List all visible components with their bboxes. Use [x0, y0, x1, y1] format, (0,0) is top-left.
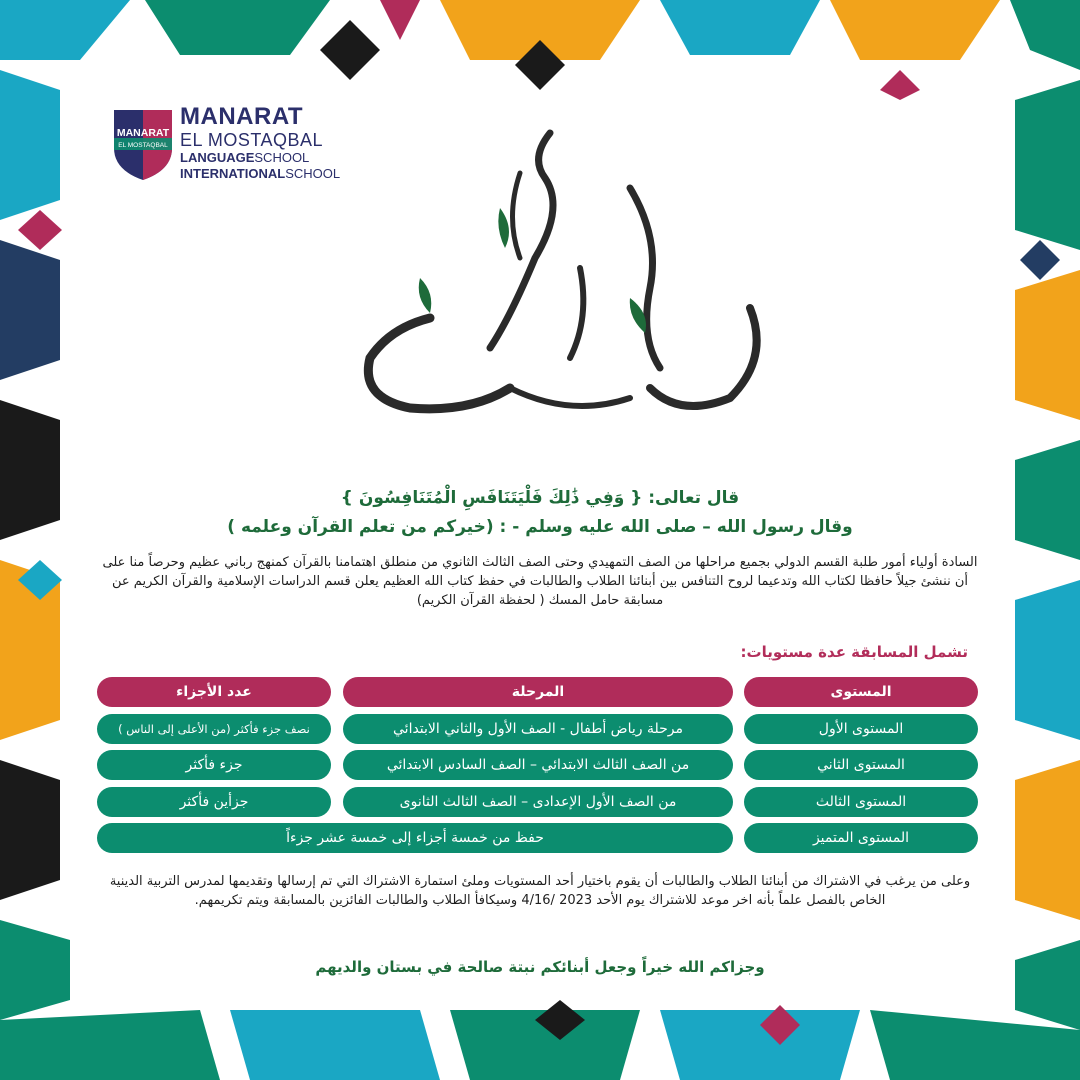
calligraphy-strokes	[368, 133, 756, 409]
intro-paragraph: السادة أولياء أمور طلبة القسم الدولي بجميع مراحلها من الصف التمهيدي وحتى الصف الثالث الثانوي من منطلق اهتمامنا بالقرآن كمنهج رباني عظيم وحرصاً منا على أن ننشئ جيلاً حافظا لكتاب الله وتدعيما لروح التنافس بين أبنائنا الطلاب والطالبات في حفظ كتاب الله العظيم يعلن قسم الدراسات الإسلامية والقرآن الكريم عن مسابقة حامل المسك ( لحفظة القرآن الكريم)	[102, 555, 978, 608]
row2-level: المستوى الثاني	[744, 750, 978, 780]
thanks-line: وجزاكم الله خيراً وجعل أبنائكم نبتة صالحة في بستان والديهم	[315, 958, 765, 976]
school-name-line3	[180, 150, 340, 166]
emblem-text-2: EL MOSTAQBAL	[118, 142, 168, 149]
school-name-line2: EL MOSTAQBAL	[180, 130, 324, 150]
school-name-line4-rest: SCHOOL	[285, 166, 341, 181]
row3-level: المستوى الثالث	[744, 787, 978, 817]
header-parts: عدد الأجزاء	[97, 677, 331, 707]
row1-level: المستوى الأول	[744, 714, 978, 744]
school-name-line3-rest: SCHOOL	[254, 150, 310, 165]
closing-paragraph: وعلى من يرغب في الاشتراك من أبنائنا الطلاب والطالبات أن يقوم باختيار أحد المستويات وملئ استمارة الاشتراك التي تم إرسالها وتقديمها لمدرس التربية الدينية الخاص بالفصل علماً بأنه اخر موعد للاشتراك يوم الأحد 2023 /4/16 وسيكافأ الطلاب والطالبات الفائزين بالمسابقة ويتم تكريمهم.	[109, 874, 971, 908]
school-name-line4	[180, 166, 340, 182]
shield-emblem	[114, 110, 172, 180]
row2-stage: من الصف الثالث الابتدائي – الصف السادس الابتدائي	[343, 750, 733, 780]
calligraphy-title	[330, 118, 780, 448]
row1-stage: مرحلة رياض أطفال - الصف الأول والثاني الابتدائي	[343, 714, 733, 744]
row4-combined: حفظ من خمسة أجزاء إلى خمسة عشر جزءاً	[97, 823, 733, 853]
hadith-quote: وقال رسول الله – صلى الله عليه وسلم - : (خيركم من تعلم القرآن وعلمه )	[227, 517, 853, 537]
emblem-text-1: MANARAT	[116, 127, 170, 139]
row3-stage: من الصف الأول الإعدادى – الصف الثالث الثانوى	[343, 787, 733, 817]
row1-parts: نصف جزء فأكثر (من الأعلى إلى الناس )	[97, 714, 331, 744]
school-name-line3-bold: LANGUAGE	[180, 150, 255, 165]
quran-verse: قال تعالى: { وَفِي ذَٰلِكَ فَلْيَتَنَافَسِ الْمُتَنَافِسُونَ }	[340, 488, 740, 508]
school-name-line1: MANARAT	[180, 103, 304, 130]
row2-parts: جزء فأكثر	[97, 750, 331, 780]
school-name-line4-bold: INTERNATIONAL	[180, 166, 286, 181]
header-stage: المرحلة	[343, 677, 733, 707]
header-level: المستوى	[744, 677, 978, 707]
levels-heading: تشمل المسابقة عدة مستويات:	[740, 643, 968, 661]
row4-level: المستوى المتميز	[744, 823, 978, 853]
row3-parts: جزأين فأكثر	[97, 787, 331, 817]
school-name	[180, 104, 340, 182]
